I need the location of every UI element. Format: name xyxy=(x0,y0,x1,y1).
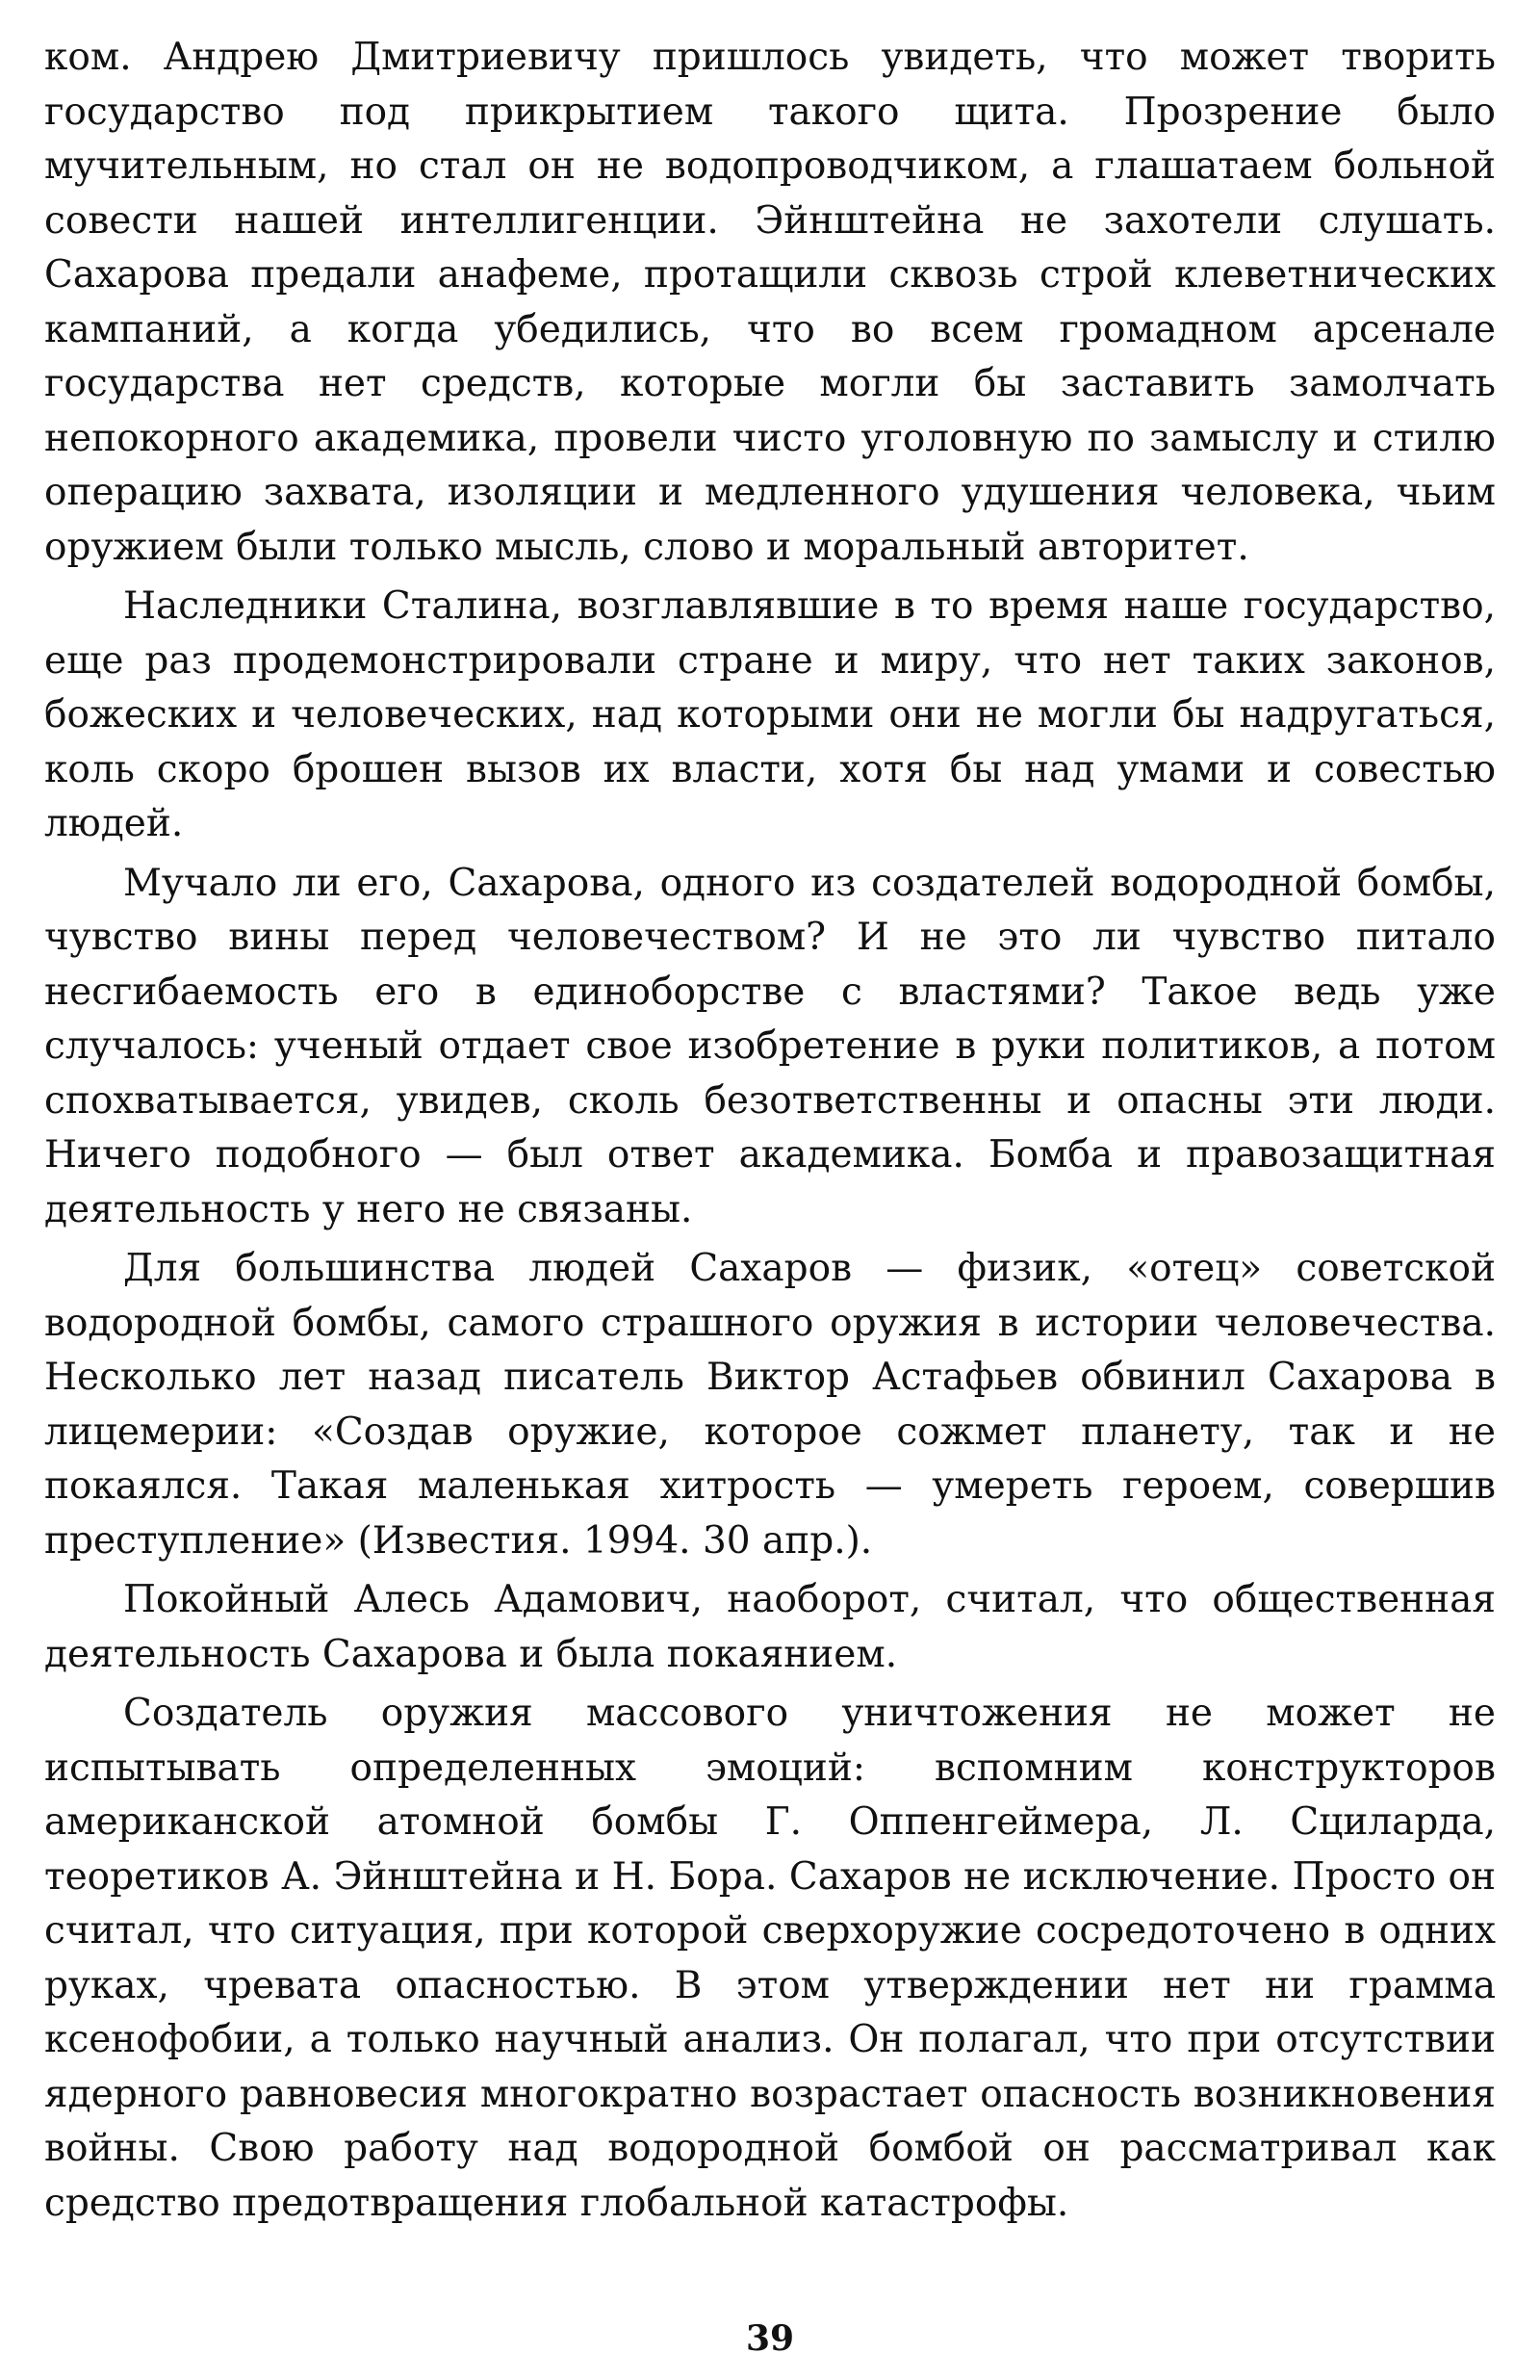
paragraph-5: Покойный Алесь Адамович, наоборот, считал, что общественная деятельность Сахарова и была покаянием. xyxy=(44,1578,1496,1676)
page-number: 39 xyxy=(745,2318,795,2359)
paragraph-6: Создатель оружия массового уничтожения не может не испытывать определенных эмоций: вспомним конструкторов американской атомной бомбы Г. Оппенгеймера, Л. Сциларда, теоретиков А. Эйнштейна и Н. Бора. Сахаров не исключение. Просто он считал, что ситуация, при которой сверхоружие сосредоточено в одних руках, чревата опасностью. В этом утверждении нет ни грамма ксенофобии, а только научный анализ. Он полагал, что при отсутствии ядерного равновесия многократно возрастает опасность возникновения войны. Свою работу над водородной бомбой он рассматривал как средство предотвращения глобальной катастрофы. xyxy=(44,1692,1496,2225)
paragraph-2: Наследники Сталина, возглавлявшие в то время наше государство, еще раз продемонстрировали стране и миру, что нет таких законов, божеских и человеческих, над которыми они не могли бы надругаться, коль скоро брошен вызов их власти, хотя бы над умами и совестью людей. xyxy=(44,584,1496,845)
paragraph-1: ком. Андрею Дмитриевичу пришлось увидеть, что может творить государство под прикрытием такого щита. Прозрение было мучительным, но стал он не водопроводчиком, а глашатаем больной совести нашей интеллигенции. Эйнштейна не захотели слушать. Сахарова предали анафеме, протащили сквозь строй клеветнических кампаний, а когда убедились, что во всем громадном арсенале государства нет средств, которые могли бы заставить замолчать непокорного академика, провели чисто уголовную по замыслу и стилю операцию захвата, изоляции и медленного удушения человека, чьим оружием были только мысль, слово и моральный авторитет. xyxy=(44,36,1496,569)
paragraph-4: Для большинства людей Сахаров — физик, «отец» советской водородной бомбы, самого страшного оружия в истории человечества. Несколько лет назад писатель Виктор Астафьев обвинил Сахарова в лицемерии: «Создав оружие, которое сожмет планету, так и не покаялся. Такая маленькая хитрость — умереть героем, совершив преступление» (Известия. 1994. 30 апр.). xyxy=(44,1247,1496,1563)
paragraph-3: Мучало ли его, Сахарова, одного из создателей водородной бомбы, чувство вины перед человечеством? И не это ли чувство питало несгибаемость его в единоборстве с властями? Такое ведь уже случалось: ученый отдает свое изобретение в руки политиков, а потом спохватывается, увидев, сколь безответственны и опасны эти люди. Ничего подобного — был ответ академика. Бомба и правозащитная деятельность у него не связаны. xyxy=(44,861,1496,1231)
page-body xyxy=(44,31,1496,2231)
